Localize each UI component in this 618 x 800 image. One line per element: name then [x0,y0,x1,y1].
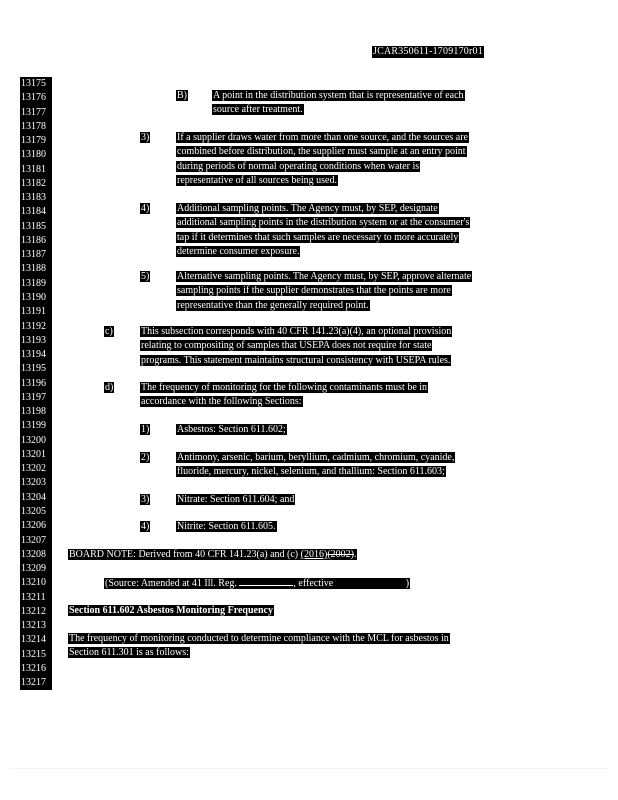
line-number: 13207 [21,534,46,546]
line-number: 13210 [21,577,46,589]
document-code: JCAR350611-1709170r01 [373,46,483,57]
line-number: 13196 [21,377,46,389]
line-number: 13200 [21,434,46,446]
line-number-column [20,77,52,690]
line-number: 13187 [21,249,46,261]
line-number: 13188 [21,263,46,275]
line-number: 13194 [21,349,46,361]
source-note: (Source: Amended at 41 Ill. Reg. , effective ) [105,578,410,589]
item-marker: 2) [141,452,150,463]
item-marker: d) [105,382,114,393]
line-number: 13211 [21,591,46,603]
item-5-text: Alternative sampling points. The Agency must, by SEP, approve alternate sampling points if the supplier demonstrates that the points are more representative than the generally required point. [177,271,472,311]
line-number: 13181 [21,163,46,175]
item-d-text: The frequency of monitoring for the following contaminants must be in accordance with the following Sections: [141,382,428,408]
item-d2-text: Antimony, arsenic, barium, beryllium, cadmium, chromium, cyanide, fluoride, mercury, nickel, selenium, and thallium: Section 611.603; [177,452,455,478]
inserted-text: (2016) [300,549,328,560]
line-number: 13195 [21,363,46,375]
line-number: 13192 [21,320,46,332]
line-number: 13178 [21,120,46,132]
line-number: 13177 [21,106,46,118]
item-marker: 5) [141,271,150,282]
line-number: 13204 [21,491,46,503]
section-heading: Section 611.602 Asbestos Monitoring Frequency [69,605,273,616]
line-number: 13212 [21,605,46,617]
item-d3-text: Nitrate: Section 611.604; and [177,494,295,505]
line-number: 13197 [21,391,46,403]
line-number: 13216 [21,662,46,674]
item-marker: 4) [141,203,150,214]
item-b-text: A point in the distribution system that is representative of each source after treatment. [213,90,464,116]
line-number: 13201 [21,448,46,460]
item-d1-text: Asbestos: Section 611.602; [177,424,286,435]
line-number: 13183 [21,192,46,204]
line-number: 13186 [21,234,46,246]
item-marker: c) [105,326,113,337]
footer-divider [10,768,608,769]
line-number: 13193 [21,334,46,346]
line-number: 13175 [21,78,46,89]
item-marker: 3) [141,132,150,143]
line-number: 13199 [21,420,46,432]
effective-date-blank [336,577,406,586]
item-d4-text: Nitrite: Section 611.605. [177,521,276,532]
line-number: 13208 [21,548,46,560]
item-4-text: Additional sampling points. The Agency must, by SEP, designate additional sampling points in the distribution system or at the consumer's tap if it determines that such samples are necessary to more accurately determine consumer exposure. [177,203,470,257]
line-number: 13209 [21,563,46,575]
line-number: 13185 [21,220,46,232]
line-number: 13180 [21,149,46,161]
item-marker: B) [177,90,187,101]
board-note: BOARD NOTE: Derived from 40 CFR 141.23(a) and (c) (2016)(2002). [69,549,357,560]
line-number: 13202 [21,463,46,475]
line-number: 13198 [21,406,46,418]
line-number: 13179 [21,135,46,147]
line-number: 13189 [21,277,46,289]
line-number: 13191 [21,306,46,318]
item-marker: 1) [141,424,150,435]
line-number: 13213 [21,620,46,632]
section-body: The frequency of monitoring conducted to determine compliance with the MCL for asbestos in Section 611.301 is as follows: [69,633,449,659]
line-number: 13182 [21,177,46,189]
line-number: 13184 [21,206,46,218]
line-number: 13215 [21,648,46,660]
line-number: 13190 [21,291,46,303]
line-number: 13206 [21,520,46,532]
line-number: 13217 [21,677,46,689]
line-number: 13214 [21,634,46,646]
item-marker: 4) [141,521,150,532]
item-marker: 3) [141,494,150,505]
item-3-text: If a supplier draws water from more than one source, and the sources are combined before distribution, the supplier must sample at an entry point during periods of normal operating conditions when water is representative of all sources being used. [177,132,468,186]
item-c-text: This subsection corresponds with 40 CFR 141.23(a)(4), an optional provision relating to compositing of samples that USEPA does not require for state programs. This statement maintains structural consistency with USEPA rules. [141,326,452,366]
deleted-text: (2002) [327,549,354,560]
line-number: 13176 [21,92,46,104]
date-blank [239,576,293,586]
line-number: 13205 [21,505,46,517]
line-number: 13203 [21,477,46,489]
